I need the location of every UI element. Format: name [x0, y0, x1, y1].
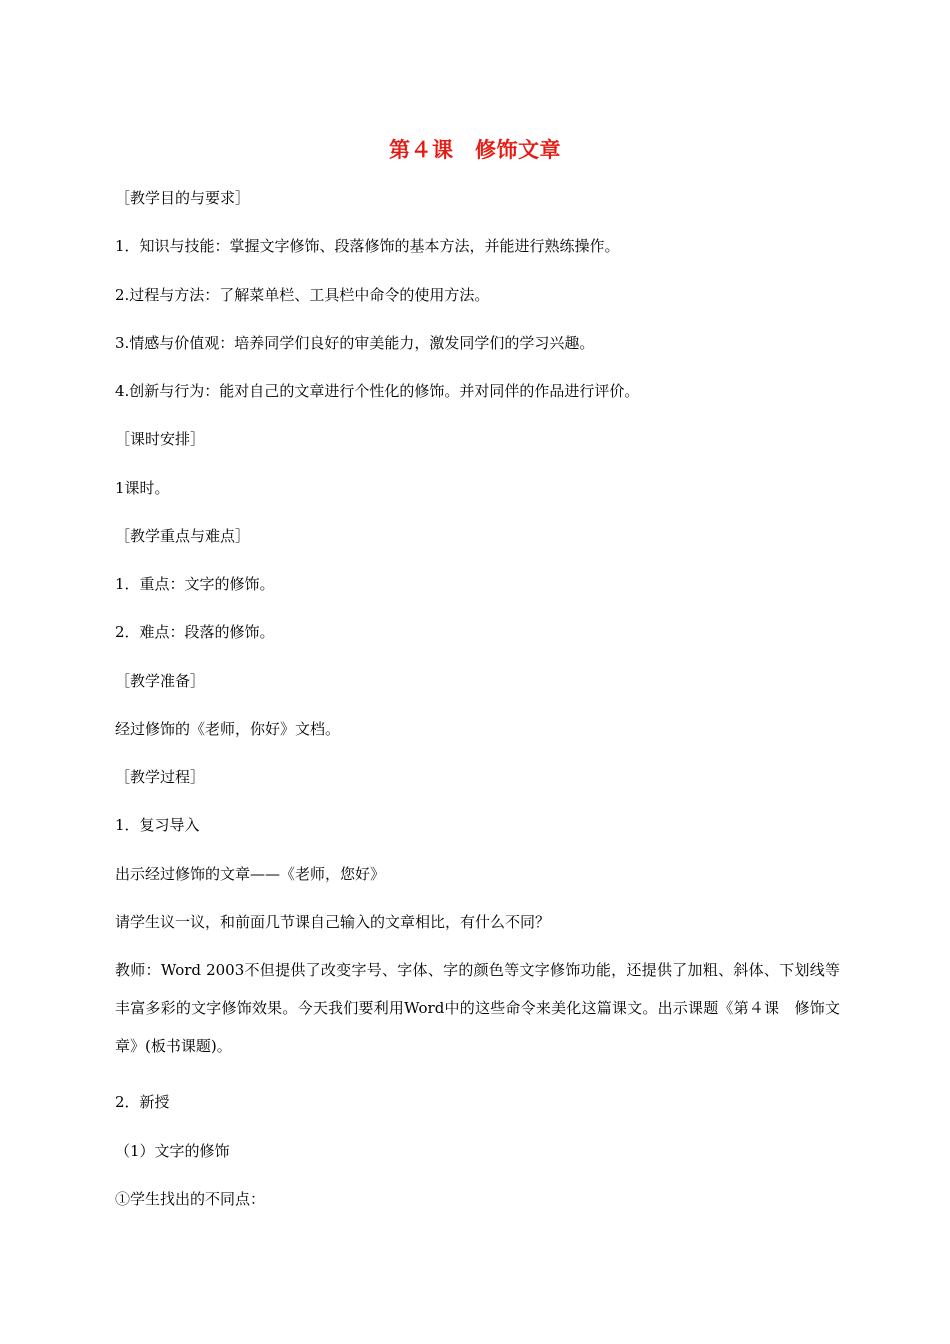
objective-item-4: 4.创新与行为：能对自己的文章进行个性化的修饰。并对同伴的作品进行评价。 — [115, 382, 640, 400]
subsection-item-1: ①学生找出的不同点： — [115, 1190, 266, 1208]
objective-item-3: 3.情感与价值观：培养同学们良好的审美能力，激发同学们的学习兴趣。 — [115, 334, 595, 352]
section-heading-objectives: ［教学目的与要求］ — [115, 189, 251, 207]
teacher-paragraph: 教师：Word 2003不但提供了改变字号、字体、字的颜色等文字修饰功能，还提供了加粗、斜体、下划线等丰富多彩的文字修饰效果。今天我们要利用Word中的这些命令来美化这篇课文。出示课题《第４课 修饰文章》(板书课题)。 — [115, 961, 840, 1055]
section-heading-schedule: ［课时安排］ — [115, 430, 206, 448]
process-step-1: 1．复习导入 — [115, 816, 200, 834]
objective-item-1: 1．知识与技能：掌握文字修饰、段落修饰的基本方法，并能进行熟练操作。 — [115, 237, 620, 255]
section-heading-key-points: ［教学重点与难点］ — [115, 527, 251, 545]
objective-item-2: 2.过程与方法：了解菜单栏、工具栏中命令的使用方法。 — [115, 286, 490, 304]
subsection-text-decoration: （1）文字的修饰 — [115, 1142, 230, 1160]
lesson-title: 第４课 修饰文章 — [389, 138, 561, 162]
preparation-text: 经过修饰的《老师，你好》文档。 — [115, 720, 341, 738]
section-heading-process: ［教学过程］ — [115, 768, 206, 786]
process-text-2: 请学生议一议，和前面几节课自己输入的文章相比，有什么不同？ — [115, 913, 551, 931]
process-step-2: 2．新授 — [115, 1093, 170, 1111]
schedule-text: 1课时。 — [115, 479, 170, 497]
section-heading-preparation: ［教学准备］ — [115, 672, 206, 690]
key-point-1: 1．重点：文字的修饰。 — [115, 575, 275, 593]
key-point-2: 2．难点：段落的修饰。 — [115, 623, 275, 641]
process-text-1: 出示经过修饰的文章——《老师，您好》 — [115, 865, 386, 883]
